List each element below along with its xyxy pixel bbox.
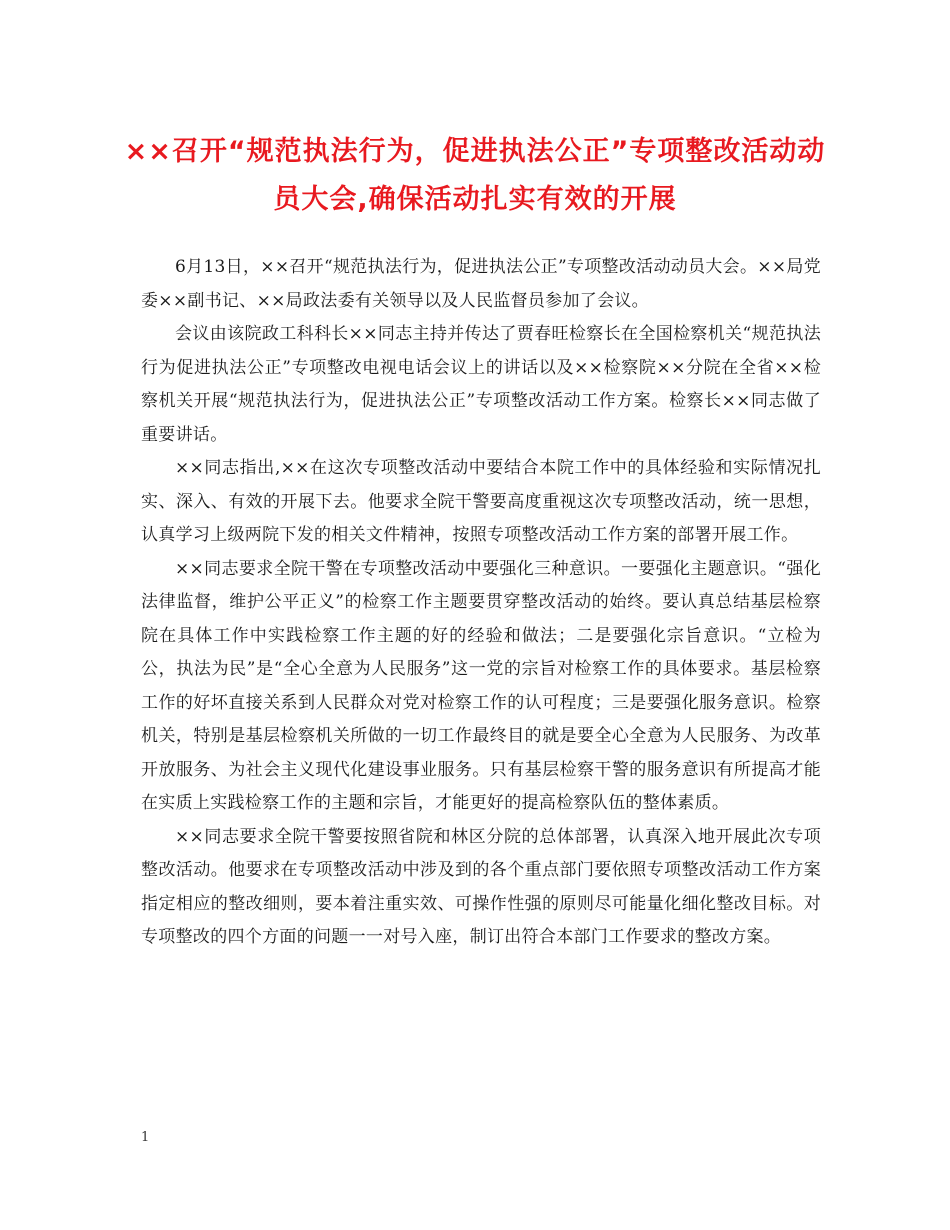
- paragraph-5: ××同志要求全院干警要按照省院和林区分院的总体部署，认真深入地开展此次专项整改活动。他要求在专项整改活动中涉及到的各个重点部门要依照专项整改活动工作方案指定相应的整改细则，要本着注重实效、可操作性强的原则尽可能量化细化整改目标。对专项整改的四个方面的问题一一对号入座，制订出符合本部门工作要求的整改方案。: [141, 826, 821, 947]
- document-body: [141, 251, 821, 955]
- paragraph-3: ××同志指出,××在这次专项整改活动中要结合本院工作中的具体经验和实际情况扎实、深入、有效的开展下去。他要求全院干警要高度重视这次专项整改活动，统一思想，认真学习上级两院下发的相关文件精神，按照专项整改活动工作方案的部署开展工作。: [141, 458, 821, 545]
- paragraph-2: 会议由该院政工科科长××同志主持并传达了贾春旺检察长在全国检察机关“规范执法行为促进执法公正”专项整改电视电话会议上的讲话以及××检察院××分院在全省××检察机关开展“规范执法行为，促进执法公正”专项整改活动工作方案。检察长××同志做了重要讲话。: [141, 324, 821, 445]
- document-title: ××召开“规范执法行为，促进执法公正”专项整改活动动员大会,确保活动扎实有效的开展: [124, 136, 826, 215]
- page-number: 1: [141, 1130, 150, 1145]
- paragraph-1: 6月13日，××召开“规范执法行为，促进执法公正”专项整改活动动员大会。××局党委××副书记、××局政法委有关领导以及人民监督员参加了会议。: [141, 257, 821, 311]
- paragraph-4: ××同志要求全院干警在专项整改活动中要强化三种意识。一要强化主题意识。“强化法律监督，维护公平正义”的检察工作主题要贯穿整改活动的始终。要认真总结基层检察院在具体工作中实践检察工作主题的好的经验和做法；二是要强化宗旨意识。“立检为公，执法为民”是“全心全意为人民服务”这一党的宗旨对检察工作的具体要求。基层检察工作的好坏直接关系到人民群众对党对检察工作的认可程度；三是要强化服务意识。检察机关，特别是基层检察机关所做的一切工作最终目的就是要全心全意为人民服务、为改革开放服务、为社会主义现代化建设事业服务。只有基层检察干警的服务意识有所提高才能在实质上实践检察工作的主题和宗旨，才能更好的提高检察队伍的整体素质。: [141, 558, 821, 813]
